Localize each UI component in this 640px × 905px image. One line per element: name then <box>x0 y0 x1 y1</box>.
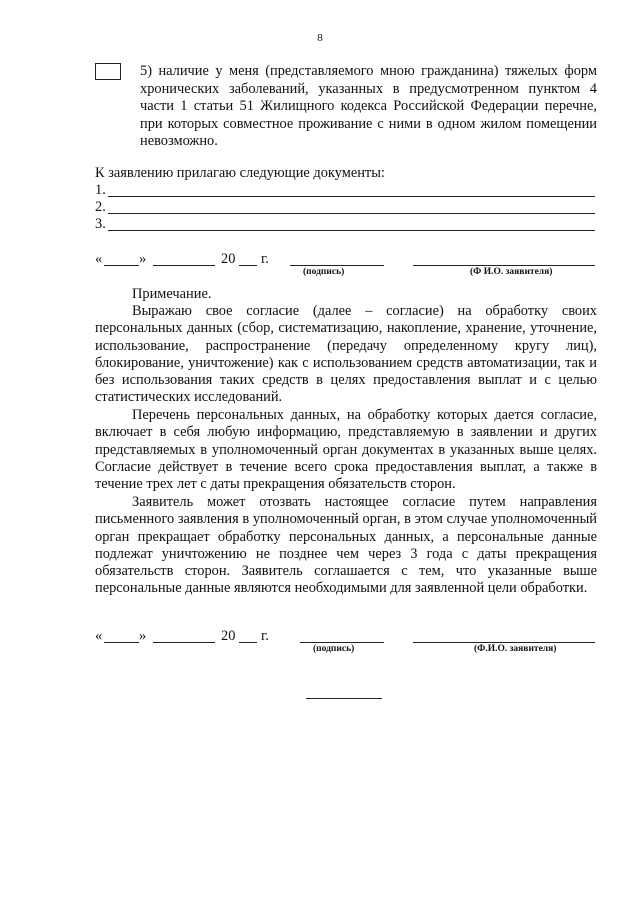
caption-name: (Ф.И.О. заявителя) <box>474 644 557 654</box>
item5-checkbox[interactable] <box>95 63 121 80</box>
signature-field[interactable] <box>290 265 384 266</box>
document-line-2[interactable] <box>95 199 595 216</box>
signature-row-2 <box>95 627 600 645</box>
year-prefix: 20 <box>221 628 236 644</box>
month-field[interactable] <box>153 265 215 266</box>
consent-paragraph-3: Заявитель может отозвать настоящее согласие путем направления письменного заявления в уполномоченный орган, в этом случае уполномоченный орган прекращает обработку персональных данных, а персональные данные подлежат уничтожению не позднее чем через 3 года с даты прекращения обязательств сторон. Заявитель соглашается с тем, что указанные выше персональные данные являются необходимыми для заявленной цели обработки. <box>95 494 597 597</box>
item5-text: 5) наличие у меня (представляемого мною гражданина) тяжелых форм хронических заболеваний, указанных в предусмотренном пунктом 4 части 1 статьи 51 Жилищного кодекса Российской Федерации перечне, при которых совместное проживание с ними в одном жилом помещении невозможно. <box>140 63 597 150</box>
month-field[interactable] <box>153 642 215 643</box>
document-underline <box>108 213 595 214</box>
document-number: 1. <box>95 182 106 198</box>
caption-signature: (подпись) <box>313 644 355 654</box>
date-quote-open: « <box>95 251 103 267</box>
consent-paragraph-2: Перечень персональных данных, на обработку которых дается согласие, включает в себя любую информацию, представляемую в заявлении и других представляемых в уполномоченный орган документах в указанных выше целях. Согласие действует в течение всего срока предоставления выплат, а также в течение трех лет с даты прекращения обязательств сторон. <box>95 407 597 493</box>
date-quote-open: « <box>95 628 103 644</box>
year-suffix: г. <box>261 251 269 267</box>
document-number: 3. <box>95 216 106 232</box>
caption-name: (Ф И.О. заявителя) <box>470 267 553 277</box>
document-line-3[interactable] <box>95 216 595 233</box>
year-field[interactable] <box>239 642 257 643</box>
page-number: 8 <box>317 32 323 44</box>
day-field[interactable] <box>104 265 139 266</box>
year-field[interactable] <box>239 265 257 266</box>
year-suffix: г. <box>261 628 269 644</box>
name-field[interactable] <box>413 265 595 266</box>
note-title: Примечание. <box>132 286 212 302</box>
signature-field[interactable] <box>300 642 384 643</box>
document-number: 2. <box>95 199 106 215</box>
document-underline <box>108 196 595 197</box>
date-quote-close: » <box>139 628 147 644</box>
date-quote-close: » <box>139 251 147 267</box>
signature-row-1 <box>95 250 600 268</box>
document-line-1[interactable] <box>95 182 595 199</box>
name-field[interactable] <box>413 642 595 643</box>
consent-paragraph-1: Выражаю свое согласие (далее – согласие) на обработку своих персональных данных (сбор, систематизацию, накопление, хранение, уточнение, использование, распространение (передачу определенному кругу лиц), блокирование, уничтожение) как с использованием средств автоматизации, так и без использования таких средств в целях предоставления выплат и с целью статистических исследований. <box>95 303 597 406</box>
end-divider <box>306 698 382 699</box>
documents-title: К заявлению прилагаю следующие документы: <box>95 165 385 181</box>
caption-signature: (подпись) <box>303 267 345 277</box>
day-field[interactable] <box>104 642 139 643</box>
year-prefix: 20 <box>221 251 236 267</box>
document-underline <box>108 230 595 231</box>
